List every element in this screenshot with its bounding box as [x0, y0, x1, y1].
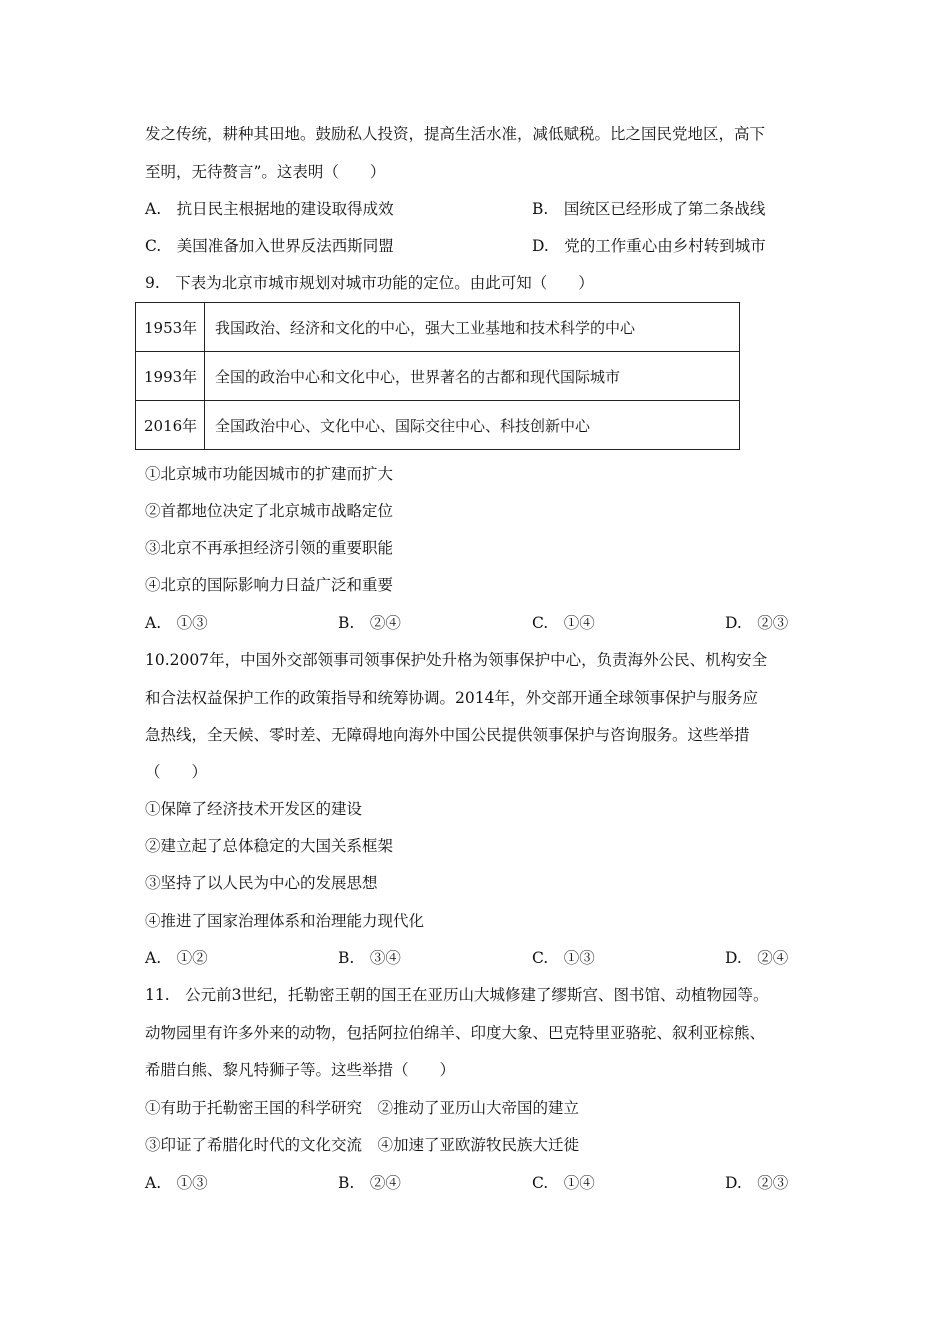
- q11-stem-line-1: 11. 公元前3世纪，托勒密王朝的国王在亚历山大城修建了缪斯宫、图书馆、动植物园等。: [145, 986, 769, 1004]
- q11-items-line-2: ③印证了希腊化时代的文化交流 ④加速了亚欧游牧民族大迁徙: [145, 1136, 580, 1154]
- q10-stem-line-3: 急热线，全天候、零时差、无障碍地向海外中国公民提供领事保护与咨询服务。这些举措: [145, 726, 750, 744]
- q10-item-3: ③坚持了以人民为中心的发展思想: [145, 874, 378, 892]
- q11-option-d[interactable]: D. ②③: [725, 1174, 789, 1192]
- q10-item-2: ②建立起了总体稳定的大国关系框架: [145, 837, 394, 855]
- table-cell-year: 2016年: [136, 401, 205, 450]
- q8-stem-line-1: 发之传统，耕种其田地。鼓励私人投资，提高生活水准，减低赋税。比之国民党地区，高下: [145, 125, 766, 143]
- q10-option-a[interactable]: A. ①②: [145, 949, 208, 967]
- q8-option-d[interactable]: D. 党的工作重心由乡村转到城市: [532, 237, 766, 255]
- q11-option-a[interactable]: A. ①③: [145, 1174, 208, 1192]
- q10-stem-line-4: （ ）: [145, 763, 208, 781]
- table-cell-desc: 全国的政治中心和文化中心，世界著名的古都和现代国际城市: [205, 352, 740, 401]
- table-cell-year: 1953年: [136, 303, 205, 352]
- table-cell-desc: 我国政治、经济和文化的中心，强大工业基地和技术科学的中心: [205, 303, 740, 352]
- q10-option-d[interactable]: D. ②④: [725, 949, 789, 967]
- q11-option-c[interactable]: C. ①④: [532, 1174, 595, 1192]
- beijing-planning-table: [135, 302, 740, 450]
- q8-option-a[interactable]: A. 抗日民主根据地的建设取得成效: [145, 200, 394, 218]
- q10-stem-line-1: 10.2007年，中国外交部领事司领事保护处升格为领事保护中心，负责海外公民、机构安全: [145, 651, 768, 669]
- q10-item-4: ④推进了国家治理体系和治理能力现代化: [145, 912, 425, 930]
- q9-option-c[interactable]: C. ①④: [532, 614, 595, 632]
- q9-item-3: ③北京不再承担经济引领的重要职能: [145, 539, 394, 557]
- q11-stem-line-2: 动物园里有许多外来的动物，包括阿拉伯绵羊、印度大象、巴克特里亚骆驼、叙利亚棕熊、: [145, 1024, 766, 1042]
- q9-option-b[interactable]: B. ②④: [338, 614, 401, 632]
- q8-option-c[interactable]: C. 美国准备加入世界反法西斯同盟: [145, 237, 394, 255]
- table-row: [136, 303, 740, 352]
- q11-stem-line-3: 希腊白熊、黎凡特狮子等。这些举措（ ）: [145, 1061, 456, 1079]
- q10-option-c[interactable]: C. ①③: [532, 949, 595, 967]
- table-row: [136, 401, 740, 450]
- table-cell-desc: 全国政治中心、文化中心、国际交往中心、科技创新中心: [205, 401, 740, 450]
- q9-item-2: ②首都地位决定了北京城市战略定位: [145, 502, 394, 520]
- q11-items-line-1: ①有助于托勒密王国的科学研究 ②推动了亚历山大帝国的建立: [145, 1099, 580, 1117]
- q10-option-b[interactable]: B. ③④: [338, 949, 401, 967]
- q9-option-a[interactable]: A. ①③: [145, 614, 208, 632]
- q9-option-d[interactable]: D. ②③: [725, 614, 789, 632]
- q11-option-b[interactable]: B. ②④: [338, 1174, 401, 1192]
- q9-stem: 9. 下表为北京市城市规划对城市功能的定位。由此可知（ ）: [145, 274, 594, 292]
- table-row: [136, 352, 740, 401]
- q10-item-1: ①保障了经济技术开发区的建设: [145, 800, 363, 818]
- q10-stem-line-2: 和合法权益保护工作的政策指导和统筹协调。2014年，外交部开通全球领事保护与服务应: [145, 689, 758, 707]
- table-cell-year: 1993年: [136, 352, 205, 401]
- q8-stem-line-2: 至明，无待赘言”。这表明（ ）: [145, 163, 386, 181]
- q9-item-4: ④北京的国际影响力日益广泛和重要: [145, 576, 394, 594]
- q8-option-b[interactable]: B. 国统区已经形成了第二条战线: [532, 200, 766, 218]
- q9-item-1: ①北京城市功能因城市的扩建而扩大: [145, 465, 394, 483]
